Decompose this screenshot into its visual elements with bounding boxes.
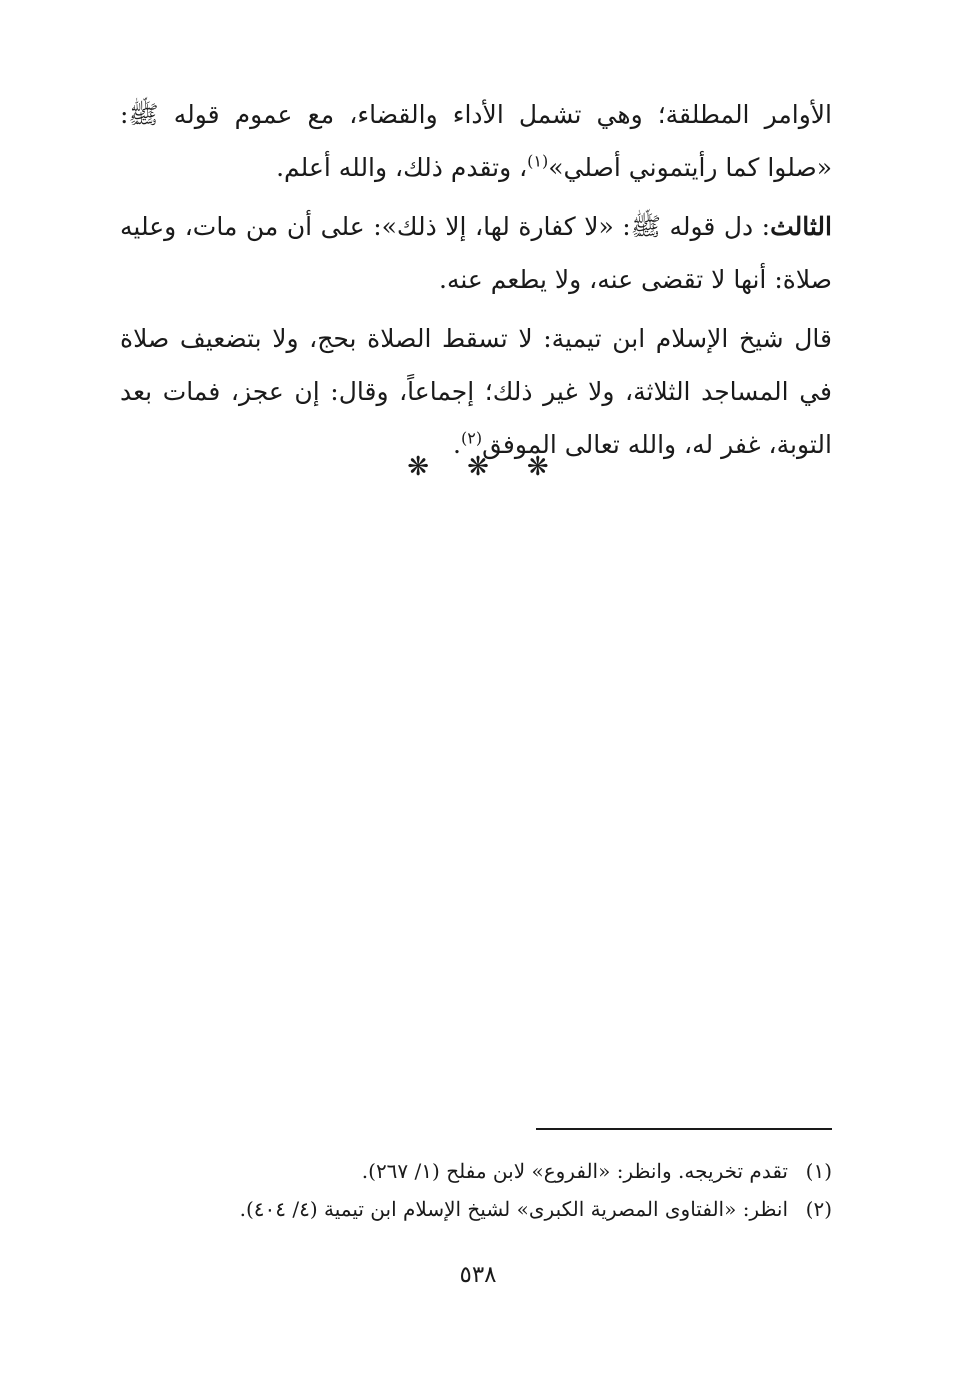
separator-star-icon: ❋ [526, 452, 549, 482]
footnote-2-text: انظر: «الفتاوى المصرية الكبرى» لشيخ الإسلام ابن تيمية (٤/ ٤٠٤). [239, 1197, 788, 1221]
footnote-2-number: (٢) [805, 1197, 832, 1221]
paragraph-2 [120, 200, 832, 306]
paragraph-3 [120, 312, 832, 471]
separator-star-icon: ❋ [467, 452, 489, 482]
paragraph-2-text: : دل قوله ﷺ: «لا كفارة لها، إلا ذلك»: على أن من مات، وعليه صلاة: أنها لا تقضى عنه، ولا يطعم عنه. [120, 212, 832, 294]
footnote-ref-1: (١) [527, 151, 549, 171]
footnote-1-number: (١) [805, 1159, 832, 1183]
footnote-divider [536, 1128, 832, 1130]
footnotes [120, 1152, 832, 1228]
paragraph-2-lead: الثالث [770, 212, 832, 241]
paragraph-3-tail: . [453, 430, 461, 459]
paragraph-1 [120, 88, 832, 194]
separator-star-icon: ❋ [407, 452, 430, 482]
footnote-1 [120, 1152, 832, 1190]
paragraph-3-text: قال شيخ الإسلام ابن تيمية: لا تسقط الصلاة بحج، ولا بتضعيف صلاة في المساجد الثلاثة، ولا غير ذلك؛ إجماعاً، وقال: إن عجز، فمات بعد التوبة، غفر له، والله تعالى الموفق [120, 324, 832, 459]
section-separator [0, 452, 956, 482]
footnote-2 [120, 1190, 832, 1228]
footnote-ref-2: (٢) [460, 428, 483, 448]
paragraph-1-tail: ، وتقدم ذلك، والله أعلم. [276, 153, 528, 182]
footnote-1-text: تقدم تخريجه. وانظر: «الفروع» لابن مفلح (١/ ٢٦٧). [361, 1159, 788, 1183]
page-number: ٥٣٨ [459, 1262, 497, 1288]
main-text-block [120, 88, 832, 477]
paragraph-1-text: الأوامر المطلقة؛ وهي تشمل الأداء والقضاء، مع عموم قوله ﷺ: «صلوا كما رأيتموني أصلي» [120, 100, 832, 182]
